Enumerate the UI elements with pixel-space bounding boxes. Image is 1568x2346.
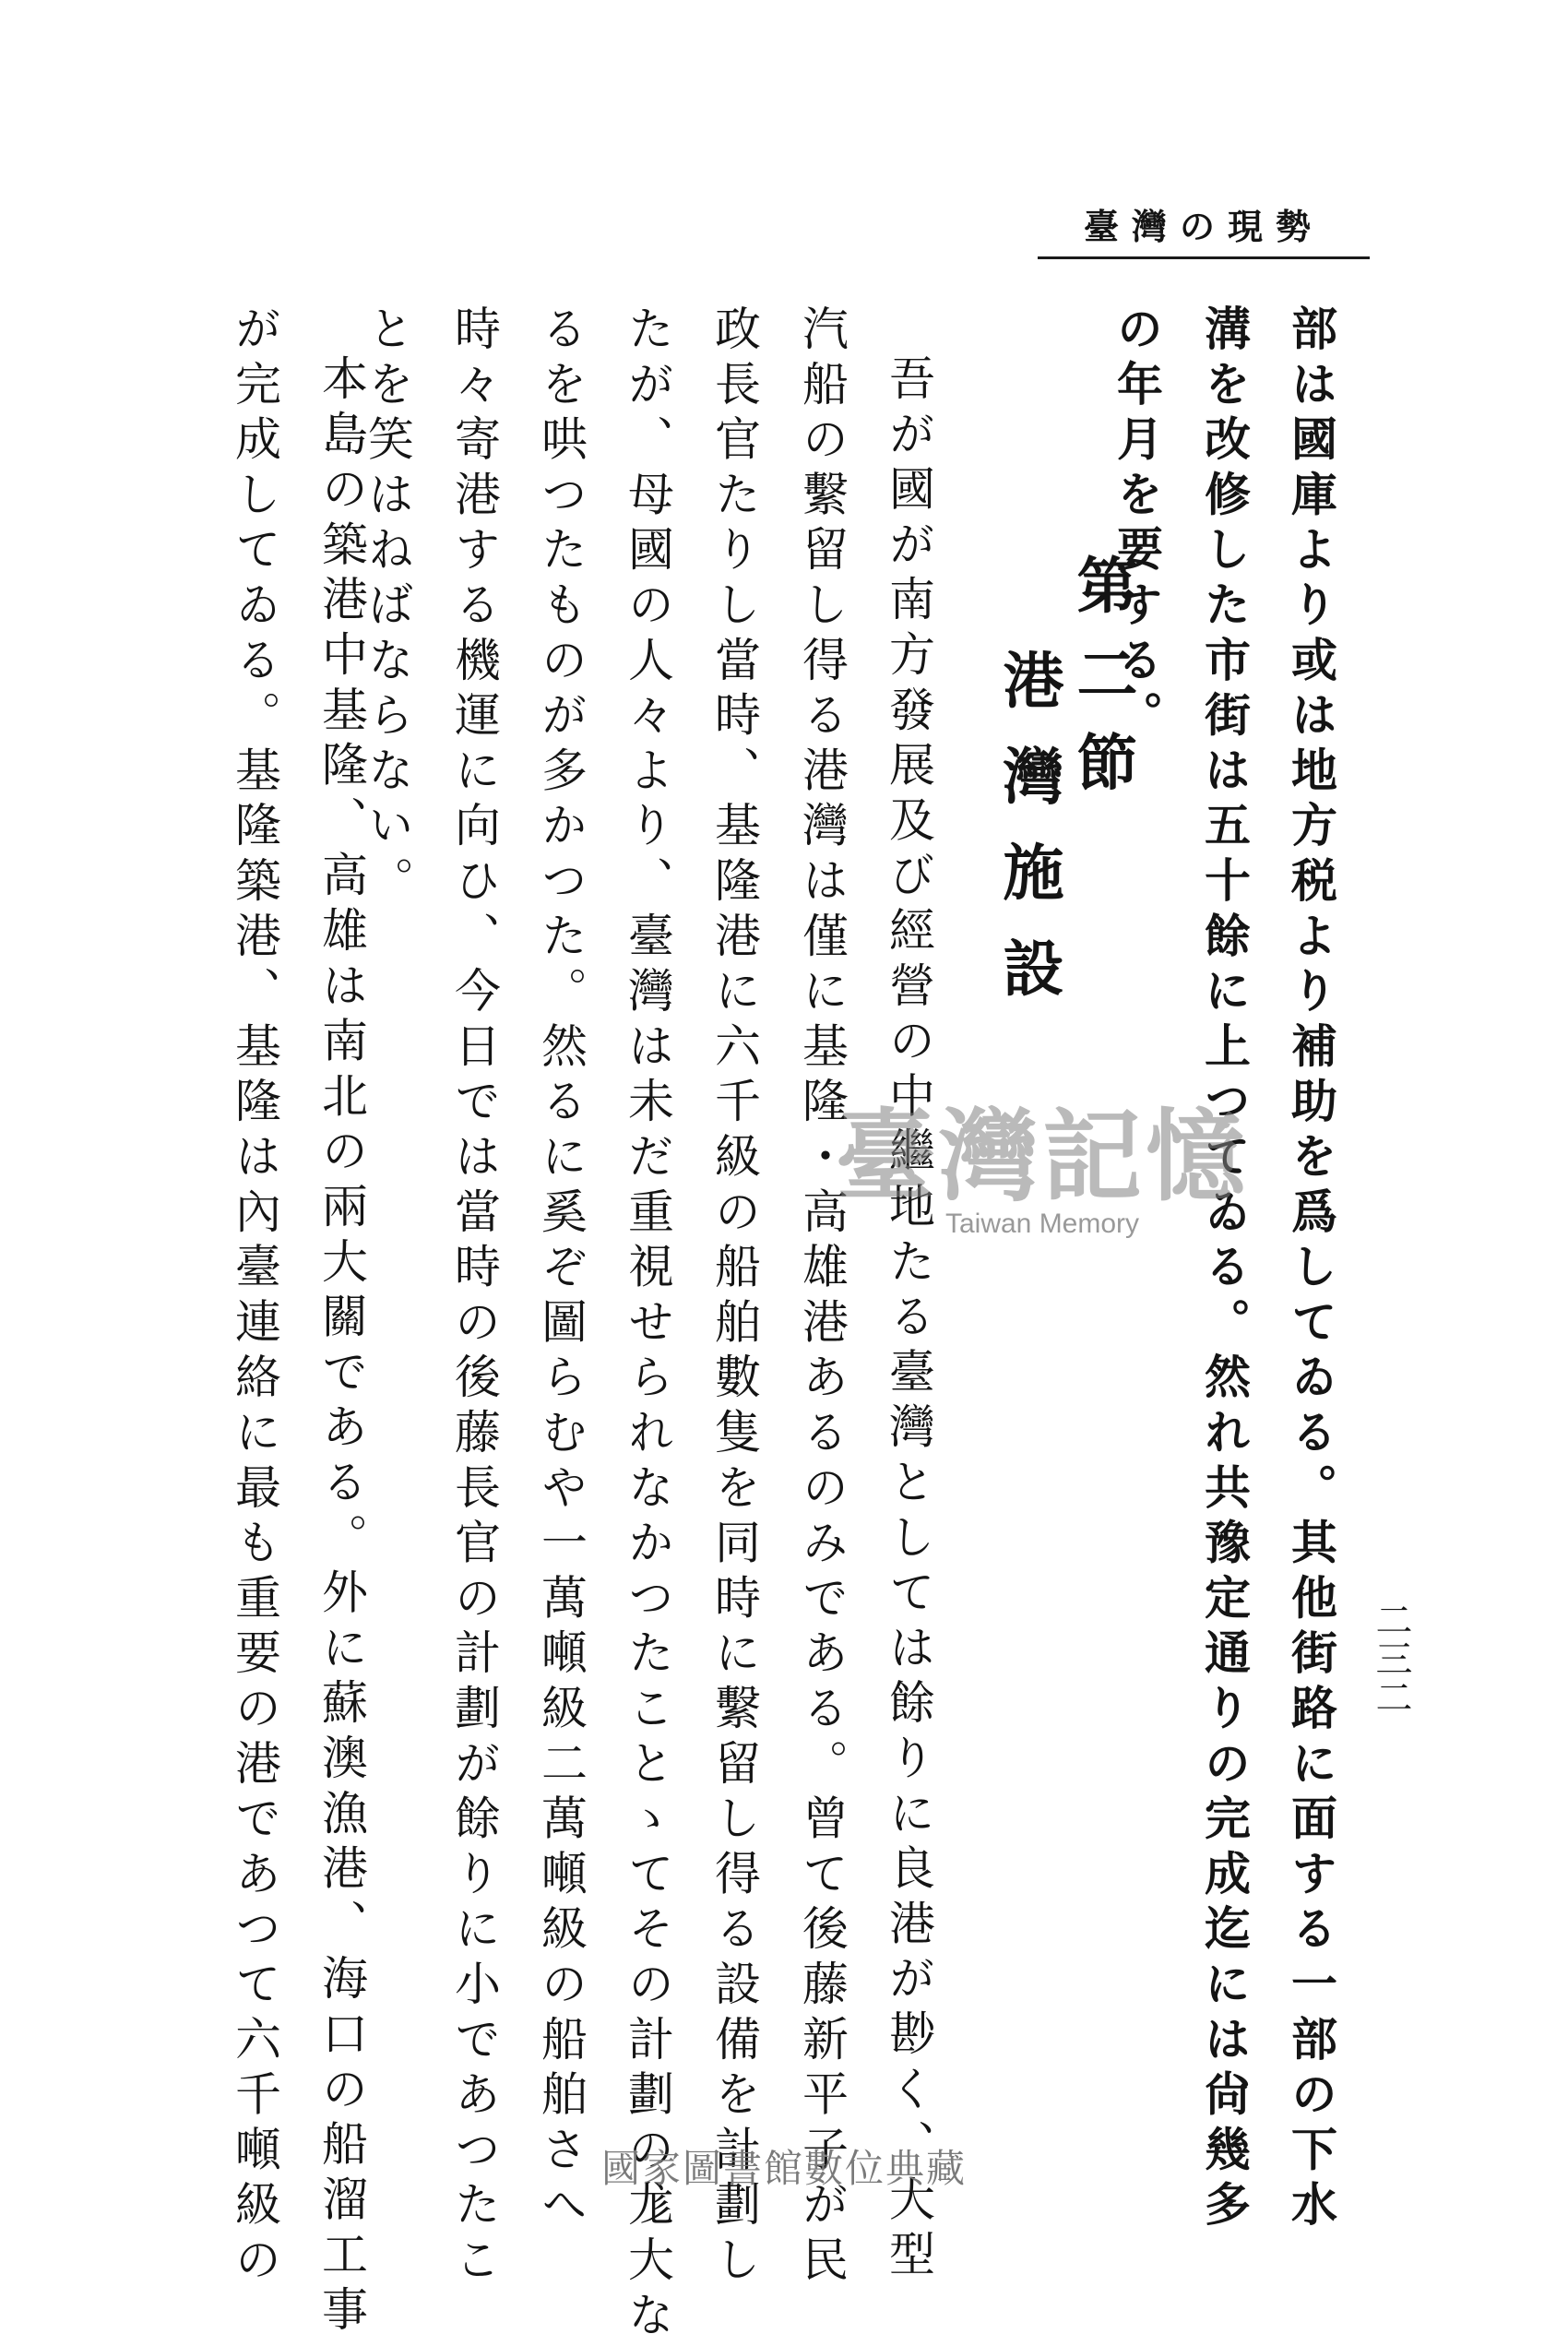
text-column-6: 政長官たりし當時、基隆港に六千級の船舶數隻を同時に繫留し得る設備を計劃し bbox=[707, 304, 761, 2291]
section-title: 港灣施設 bbox=[992, 648, 1064, 1032]
header-rule bbox=[1038, 256, 1370, 259]
text-column-1: 部は國庫より或は地方税より補助を爲してゐる。其他街路に面する一部の下水 bbox=[1284, 304, 1338, 2235]
text-column-5: 汽船の繫留し得る港灣は僅に基隆・高雄港あるのみである。曾て後藤新平子が民 bbox=[795, 304, 849, 2291]
text-column-10: とを笑はねばならない。 bbox=[361, 304, 414, 911]
text-column-12: が完成してゐる。基隆築港、基隆は內臺連絡に最も重要の港であつて六千噸級の bbox=[228, 304, 281, 2291]
text-column-7: たが、母國の人々より、臺灣は未だ重視せられなかつたことゝてその計劃の尨大な bbox=[621, 304, 674, 2346]
text-column-9: 時々寄港する機運に向ひ、今日では當時の後藤長官の計劃が餘りに小であつたこ bbox=[447, 304, 501, 2291]
text-column-8: るを哄つたものが多かつた。然るに奚ぞ圖らむや一萬噸級二萬噸級の船舶さへ bbox=[534, 304, 588, 2235]
section-heading bbox=[992, 554, 1139, 1032]
library-footer: 國家圖書館數位典藏 bbox=[600, 2146, 967, 2191]
text-column-11: 本島の築港中基隆、高雄は南北の兩大關である。外に蘇澳漁港、海口の船溜工事 bbox=[315, 354, 368, 2340]
running-title: 臺灣の現勢 bbox=[1084, 206, 1324, 247]
text-column-2: 溝を改修した市街は五十餘に上つてゐる。然れ共豫定通りの完成迄には尙幾多 bbox=[1197, 304, 1252, 2235]
text-column-4: 吾が國が南方發展及び經營の中繼地たる臺灣としては餘りに良港が尠く、大型 bbox=[882, 354, 935, 2285]
watermark-chinese: 臺灣記憶 bbox=[835, 1099, 1249, 1215]
watermark-english: Taiwan Memory bbox=[944, 1209, 1140, 1239]
page-number: 二三二 bbox=[1370, 1601, 1412, 1717]
section-number: 第二節 bbox=[1066, 554, 1138, 819]
text-column-3: の年月を要する。 bbox=[1110, 304, 1164, 746]
